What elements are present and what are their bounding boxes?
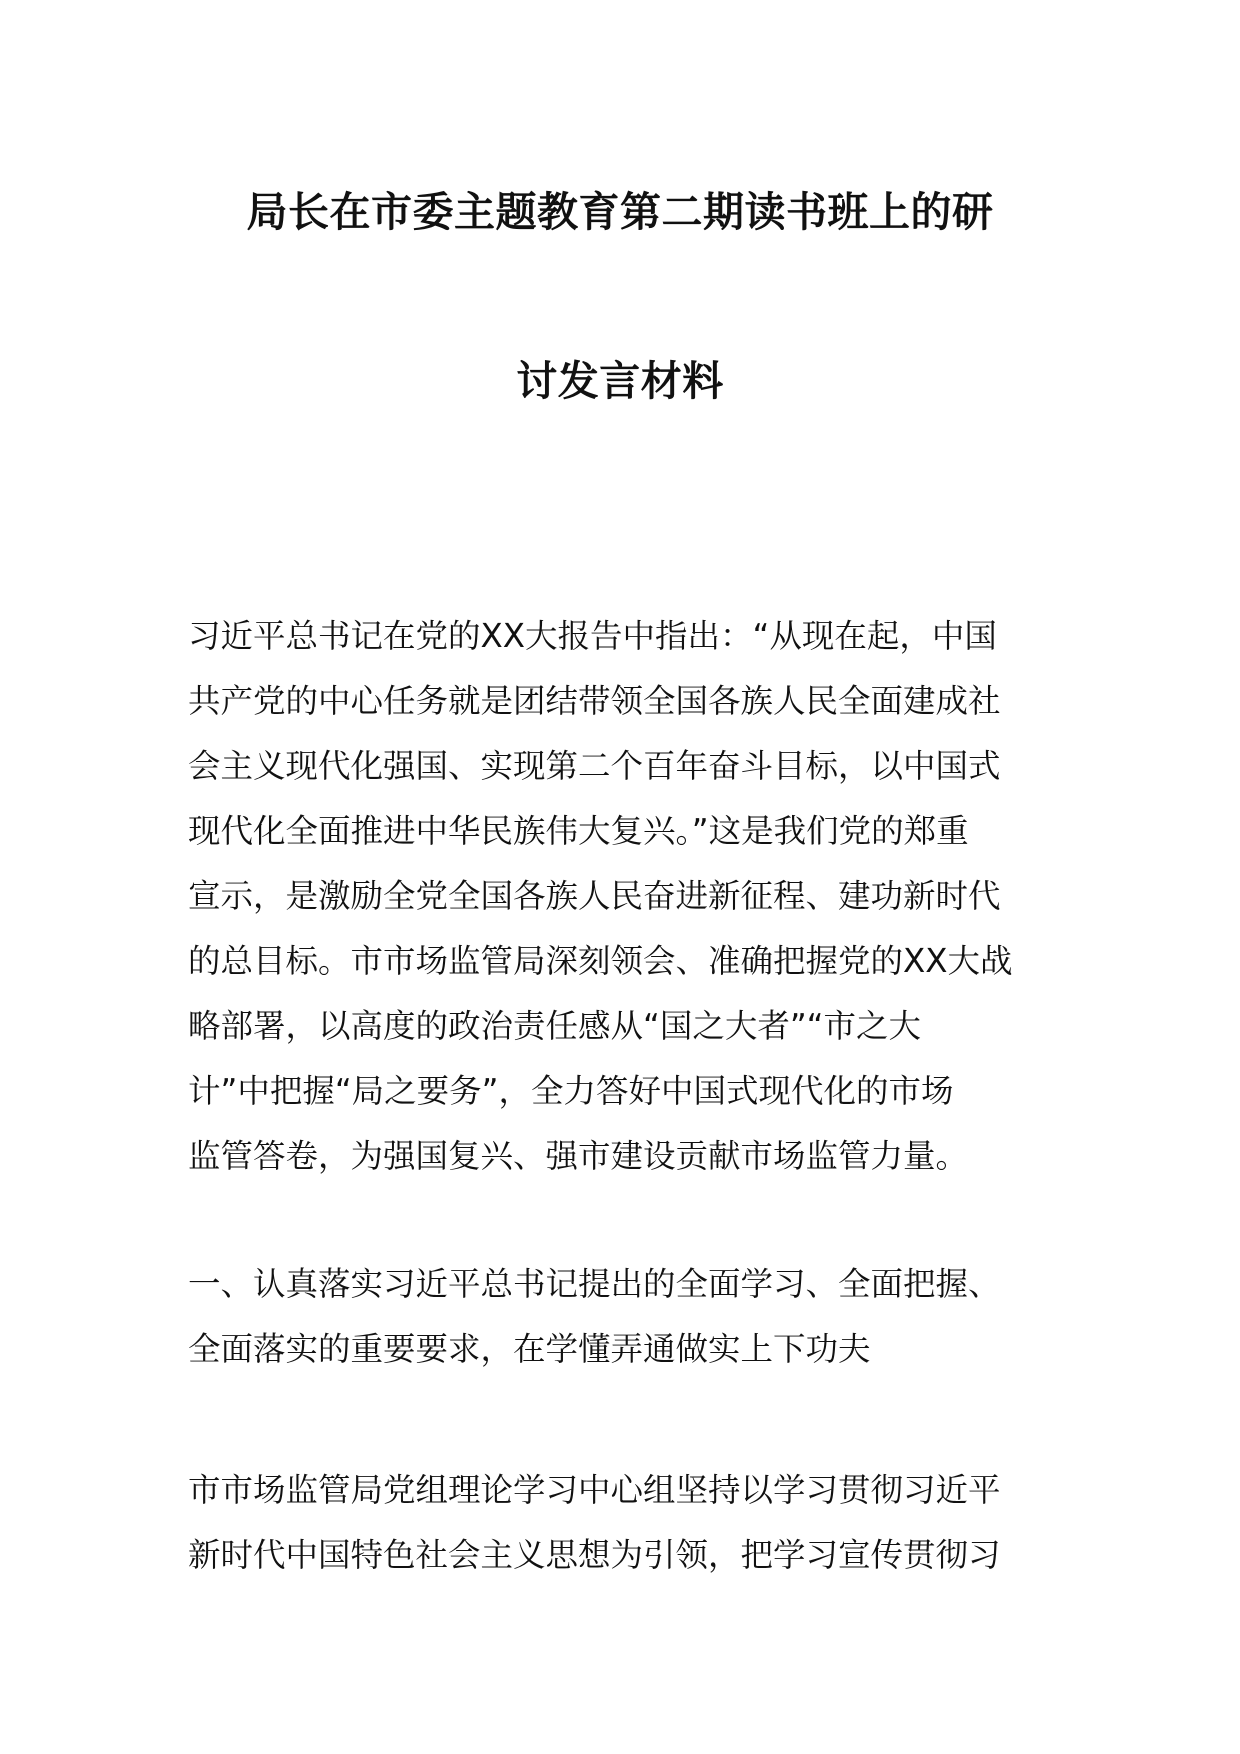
paragraph-line: 计”中把握“局之要务”，全力答好中国式现代化的市场	[188, 1072, 954, 1110]
paragraph-line: 会主义现代化强国、实现第二个百年奋斗目标，以中国式	[188, 747, 1001, 785]
paragraph-line: 宣示，是激励全党全国各族人民奋进新征程、建功新时代	[188, 877, 1001, 915]
document-title-line-2: 讨发言材料	[516, 357, 724, 405]
paragraph-line: 的总目标。市市场监管局深刻领会、准确把握党的XX大战	[188, 942, 1013, 980]
paragraph-intro	[188, 604, 1068, 1189]
paragraph-line: 市市场监管局党组理论学习中心组坚持以学习贯彻习近平	[188, 1471, 1001, 1509]
paragraph-line: 略部署，以高度的政治责任感从“国之大者”“市之大	[188, 1007, 922, 1045]
paragraph-section-1-body	[188, 1458, 1068, 1588]
heading-line: 全面落实的重要要求，在学懂弄通做实上下功夫	[188, 1330, 871, 1368]
document-title-line-1: 局长在市委主题教育第二期读书班上的研	[246, 188, 994, 236]
paragraph-line: 新时代中国特色社会主义思想为引领，把学习宣传贯彻习	[188, 1536, 1001, 1574]
section-heading-1	[188, 1252, 1068, 1382]
heading-line: 一、认真落实习近平总书记提出的全面学习、全面把握、	[188, 1265, 1001, 1303]
paragraph-line: 现代化全面推进中华民族伟大复兴。”这是我们党的郑重	[188, 812, 969, 850]
paragraph-line: 监管答卷，为强国复兴、强市建设贡献市场监管力量。	[188, 1137, 969, 1175]
paragraph-line: 共产党的中心任务就是团结带领全国各族人民全面建成社	[188, 682, 1001, 720]
paragraph-line: 习近平总书记在党的XX大报告中指出：“从现在起，中国	[188, 617, 997, 655]
